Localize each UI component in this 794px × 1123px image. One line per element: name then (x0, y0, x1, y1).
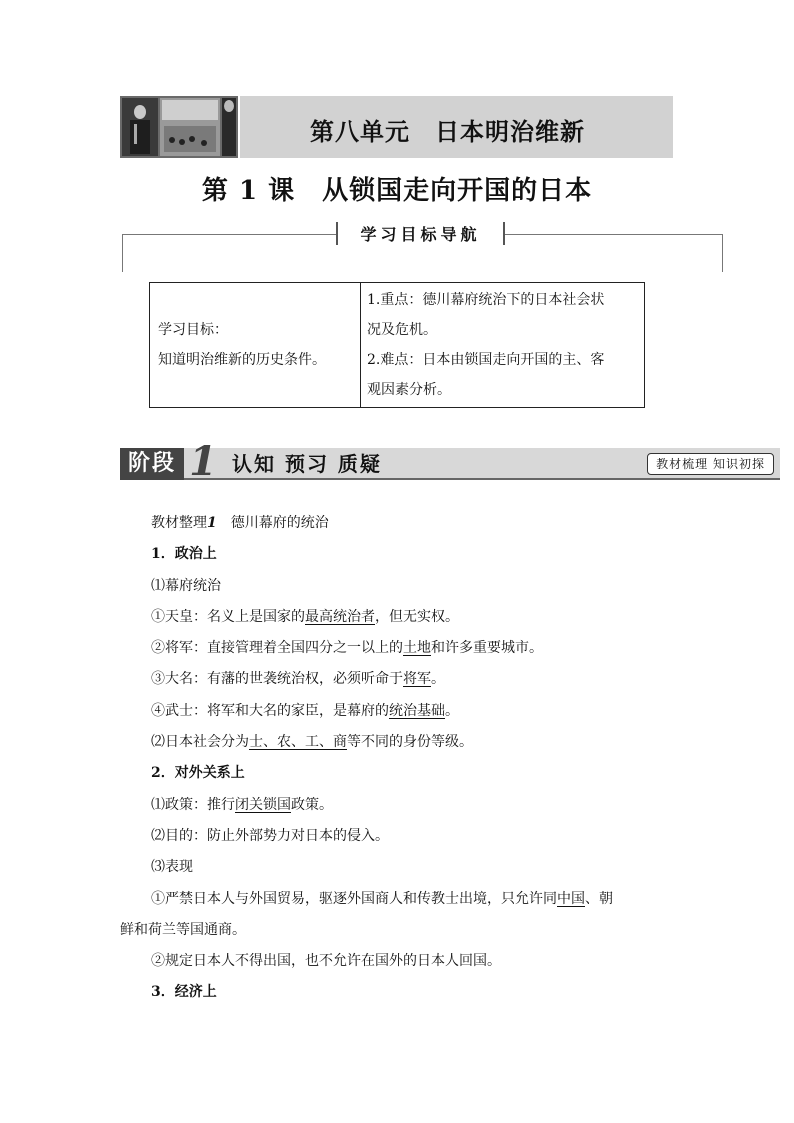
text: 、朝 (585, 890, 613, 907)
text: 和许多重要城市。 (431, 640, 543, 657)
para-travel-ban: ②规定日本人不得出国，也不允许在国外的日本人回国。 (151, 953, 501, 970)
nav-divider-left (122, 234, 336, 235)
text: 等不同的身份等级。 (347, 734, 473, 751)
answer-blank: 土地 (403, 640, 431, 657)
stage-label: 阶段 (120, 448, 184, 480)
heading-economy: 3．经济上 (151, 984, 217, 1001)
text: 政策。 (291, 796, 333, 813)
para-policy (120, 790, 680, 821)
answer-blank: 统治基础 (389, 702, 445, 719)
text: ④武士：将军和大名的家臣，是幕府的 (151, 702, 389, 719)
answer-blank: 士、农、工、商 (249, 734, 347, 751)
para-purpose: ⑵目的：防止外部势力对日本的侵入。 (151, 827, 389, 844)
heading-politics: 1．政治上 (151, 546, 217, 563)
text: ，但无实权。 (375, 608, 459, 625)
para-emperor (120, 602, 680, 633)
section-title: 德川幕府的统治 (216, 515, 329, 531)
section-number: 1 (207, 515, 217, 531)
text: ①严禁日本人与外国贸易，驱逐外国商人和传教士出境，只允许同 (151, 890, 557, 907)
para-social-classes (120, 727, 680, 758)
goals-text: 知道明治维新的历史条件。 (158, 352, 326, 368)
answer-blank: 最高统治者 (305, 608, 375, 625)
section-heading (120, 508, 680, 539)
difficulty-line2: 观因素分析。 (367, 382, 451, 398)
para-manifestation: ⑶表现 (151, 859, 193, 876)
text: ①天皇：名义上是国家的 (151, 608, 305, 625)
nav-divider-right (505, 234, 723, 235)
nav-bracket-right (722, 234, 723, 272)
unit-title: 第八单元 日本明治维新 (310, 117, 585, 146)
learning-goals-nav (122, 225, 723, 274)
lesson-title: 第 1 课 从锁国走向开国的日本 (201, 176, 593, 206)
stage-banner (120, 438, 780, 485)
heading-foreign-relations: 2．对外关系上 (151, 765, 245, 782)
unit-banner (120, 96, 673, 158)
goals-right-cell (361, 283, 645, 408)
answer-blank: 中国 (557, 890, 585, 907)
nav-bracket-left (122, 234, 123, 272)
text: ②将军：直接管理着全国四分之一以上的 (151, 640, 403, 657)
difficulty-line1: 2.难点：日本由锁国走向开国的主、客 (367, 352, 605, 368)
answer-blank: 闭关锁国 (235, 796, 291, 813)
key-point-line1: 1.重点：德川幕府统治下的日本社会状 (367, 292, 605, 308)
para-trade-ban (120, 884, 680, 915)
goals-label: 学习目标： (158, 322, 228, 338)
nav-label: 学习目标导航 (336, 222, 505, 245)
para-shogunate-rule: ⑴幕府统治 (151, 577, 221, 594)
stage-tag: 教材梳理 知识初探 (647, 453, 774, 475)
para-samurai (120, 696, 680, 727)
goals-left-cell (150, 283, 361, 408)
lesson-content (120, 508, 680, 1009)
text: ⑴政策：推行 (151, 796, 235, 813)
historical-photo-collage (120, 96, 240, 158)
learning-goals-table (149, 282, 645, 408)
text: 。 (445, 702, 459, 719)
section-prefix: 教材整理 (151, 515, 207, 531)
answer-blank: 将军 (403, 671, 431, 688)
stage-number: 1 (189, 438, 217, 485)
text: ⑵日本社会分为 (151, 734, 249, 751)
text: ③大名：有藩的世袭统治权，必须听命于 (151, 671, 403, 688)
key-point-line2: 况及危机。 (367, 322, 437, 338)
para-shogun (120, 633, 680, 664)
text: 。 (431, 671, 445, 688)
stage-title: 认知 预习 质疑 (232, 452, 382, 476)
para-daimyo (120, 664, 680, 695)
para-trade-ban-cont: 鲜和荷兰等国通商。 (120, 921, 246, 938)
